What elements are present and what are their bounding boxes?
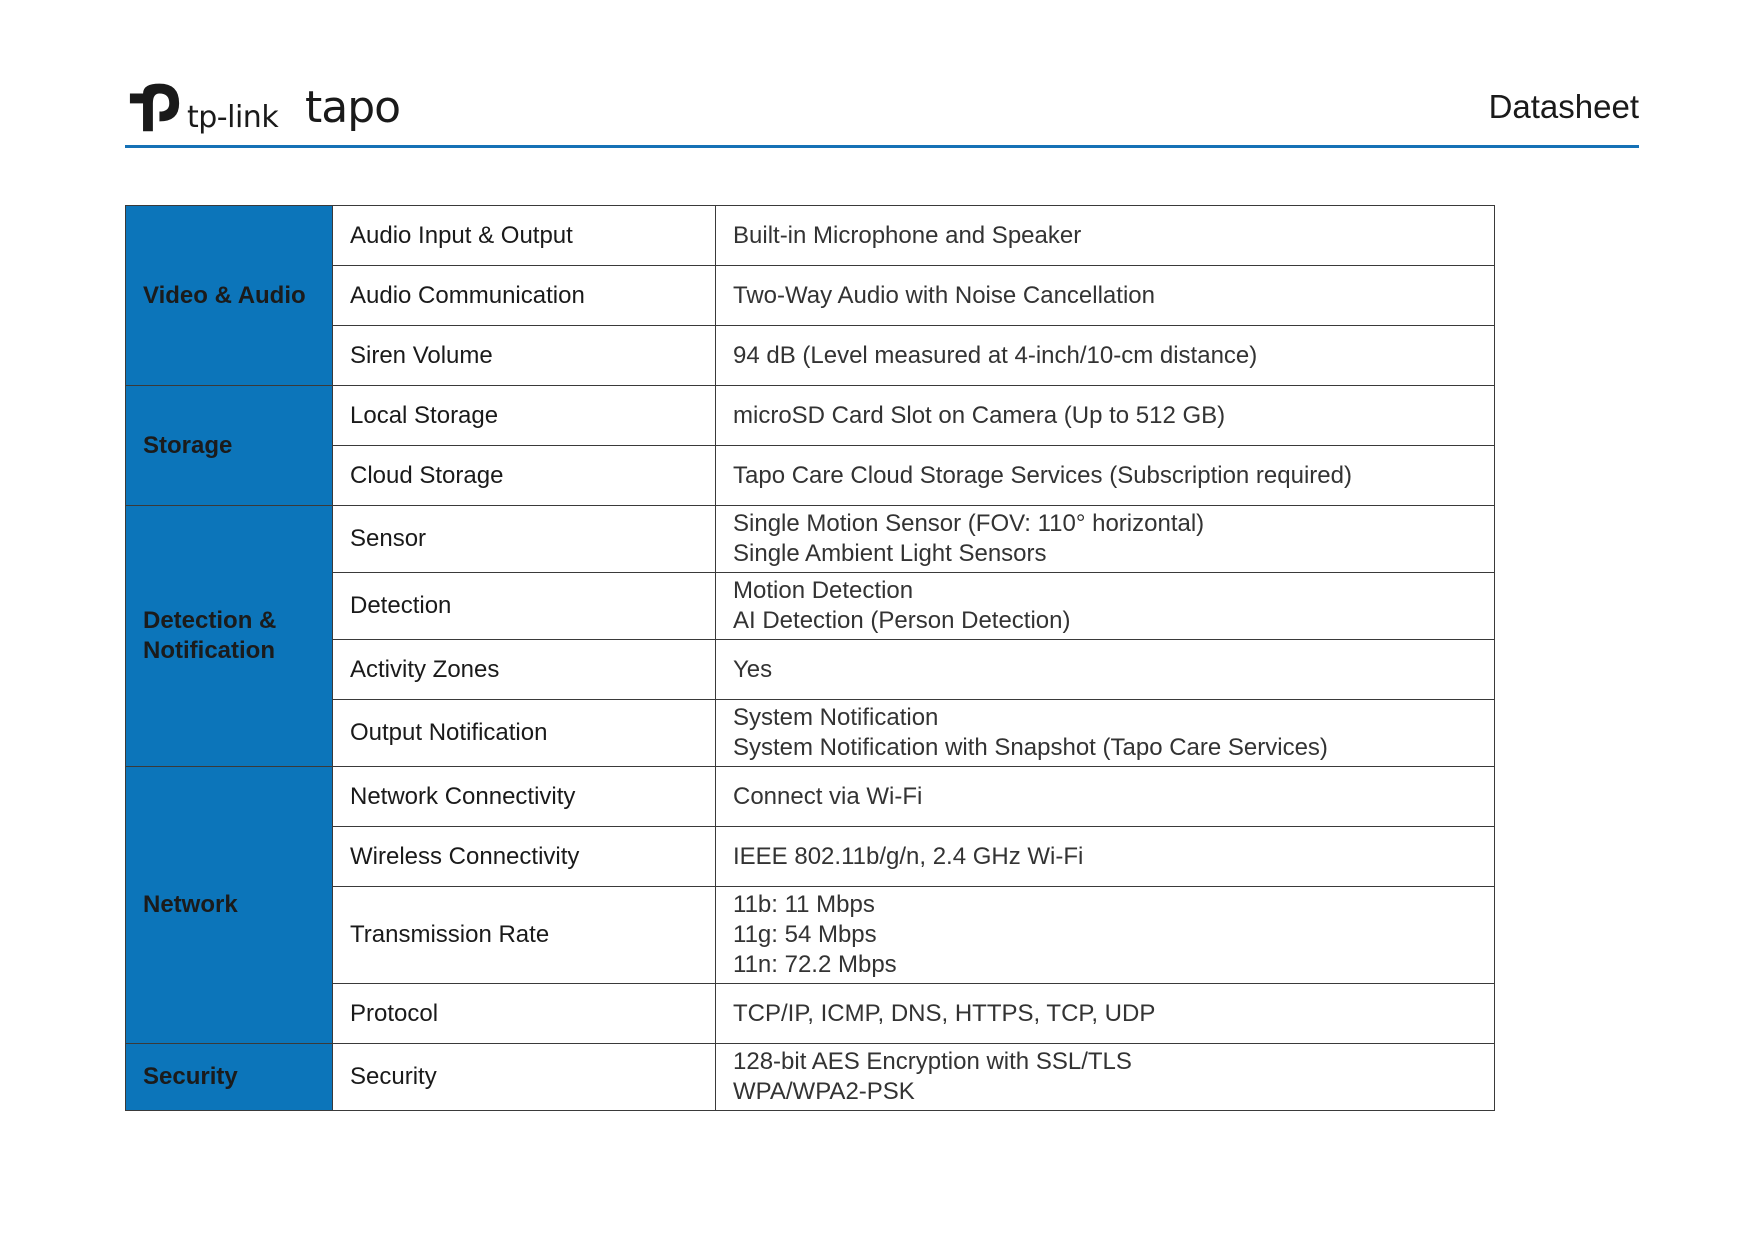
category-cell: Security bbox=[126, 1044, 333, 1111]
spec-value-line: Tapo Care Cloud Storage Services (Subscription required) bbox=[733, 461, 1352, 489]
spec-value bbox=[716, 446, 1495, 506]
tplink-mark-icon bbox=[125, 82, 181, 138]
table-row bbox=[126, 506, 1495, 573]
spec-value-line: Motion Detection bbox=[733, 577, 914, 604]
spec-value bbox=[716, 386, 1495, 446]
spec-label: Network Connectivity bbox=[333, 767, 716, 827]
spec-value-line: IEEE 802.11b/g/n, 2.4 GHz Wi-Fi bbox=[733, 842, 1084, 870]
spec-label: Transmission Rate bbox=[333, 887, 716, 984]
spec-value-line: Built-in Microphone and Speaker bbox=[733, 221, 1082, 249]
table-row bbox=[126, 767, 1495, 827]
spec-table bbox=[125, 205, 1495, 1111]
spec-value-line: 128-bit AES Encryption with SSL/TLS bbox=[733, 1048, 1132, 1075]
spec-value bbox=[716, 266, 1495, 326]
spec-value-line: System Notification bbox=[733, 704, 939, 731]
spec-value bbox=[716, 206, 1495, 266]
spec-value-line: 94 dB (Level measured at 4-inch/10-cm distance) bbox=[733, 341, 1258, 369]
spec-label: Sensor bbox=[333, 506, 716, 573]
spec-label: Detection bbox=[333, 573, 716, 640]
spec-value bbox=[716, 767, 1495, 827]
category-cell: Video & Audio bbox=[126, 206, 333, 386]
spec-label: Protocol bbox=[333, 984, 716, 1044]
header-divider bbox=[125, 145, 1639, 148]
spec-value-line: TCP/IP, ICMP, DNS, HTTPS, TCP, UDP bbox=[733, 999, 1156, 1027]
spec-value-line: WPA/WPA2-PSK bbox=[733, 1078, 915, 1105]
spec-value bbox=[716, 326, 1495, 386]
spec-value bbox=[716, 506, 1495, 573]
table-row bbox=[126, 1044, 1495, 1111]
spec-label: Audio Communication bbox=[333, 266, 716, 326]
spec-value bbox=[716, 984, 1495, 1044]
spec-value-line: Yes bbox=[733, 655, 773, 683]
spec-value-line: AI Detection (Person Detection) bbox=[733, 607, 1071, 634]
spec-value-line: Connect via Wi-Fi bbox=[733, 782, 923, 810]
category-cell: Detection & Notification bbox=[126, 506, 333, 767]
spec-value-line: Two-Way Audio with Noise Cancellation bbox=[733, 281, 1155, 309]
spec-value bbox=[716, 700, 1495, 767]
spec-value-line: 11n: 72.2 Mbps bbox=[733, 951, 897, 978]
table-row bbox=[126, 206, 1495, 266]
category-cell: Network bbox=[126, 767, 333, 1044]
tapo-logo: tapo bbox=[305, 82, 401, 133]
spec-value bbox=[716, 640, 1495, 700]
category-cell: Storage bbox=[126, 386, 333, 506]
document-type-label: Datasheet bbox=[1488, 88, 1639, 125]
spec-label: Local Storage bbox=[333, 386, 716, 446]
spec-value-line: 11g: 54 Mbps bbox=[733, 921, 877, 948]
spec-label: Siren Volume bbox=[333, 326, 716, 386]
spec-value-line: System Notification with Snapshot (Tapo Care Services) bbox=[733, 734, 1328, 761]
spec-value bbox=[716, 573, 1495, 640]
spec-label: Security bbox=[333, 1044, 716, 1111]
tplink-logo bbox=[125, 80, 278, 140]
spec-value bbox=[716, 1044, 1495, 1111]
spec-label: Output Notification bbox=[333, 700, 716, 767]
spec-value-line: 11b: 11 Mbps bbox=[733, 891, 875, 918]
spec-value-line: Single Ambient Light Sensors bbox=[733, 540, 1047, 567]
spec-label: Cloud Storage bbox=[333, 446, 716, 506]
spec-label: Activity Zones bbox=[333, 640, 716, 700]
spec-value bbox=[716, 827, 1495, 887]
spec-value-line: Single Motion Sensor (FOV: 110° horizontal) bbox=[733, 510, 1205, 537]
spec-value bbox=[716, 887, 1495, 984]
spec-label: Wireless Connectivity bbox=[333, 827, 716, 887]
table-row bbox=[126, 386, 1495, 446]
page-header bbox=[125, 78, 1639, 148]
spec-value-line: microSD Card Slot on Camera (Up to 512 GB) bbox=[733, 401, 1226, 429]
spec-label: Audio Input & Output bbox=[333, 206, 716, 266]
tplink-wordmark: tp-link bbox=[187, 99, 279, 135]
